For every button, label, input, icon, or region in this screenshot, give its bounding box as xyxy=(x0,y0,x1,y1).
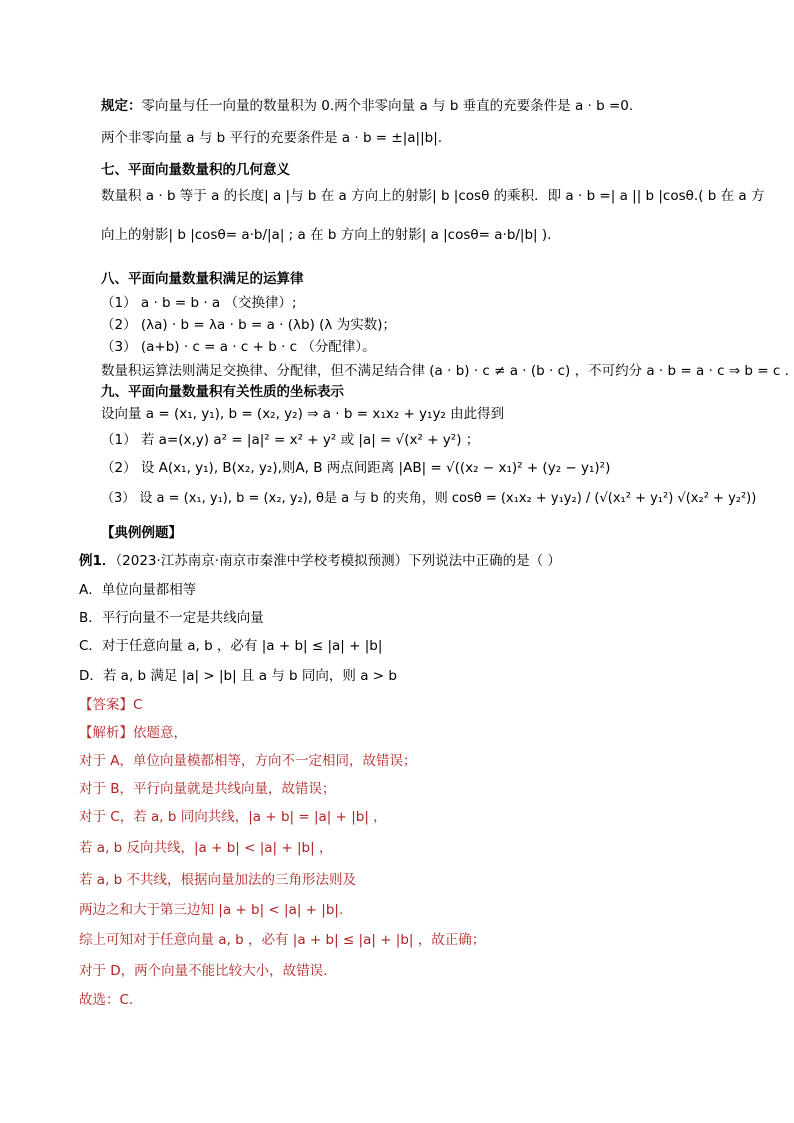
option-b: B．平行向量不一定是共线向量 xyxy=(79,610,264,626)
section-8-item-3: （3） (a+b) · c = a · c + b · c （分配律）。 xyxy=(101,339,376,355)
section-9-item-3: （3） 设 a = (x₁, y₁), b = (x₂, y₂), θ是 a 与 b 的夹角，则 cosθ = (x₁x₂ + y₁y₂) / (√(x₁² + y₁²) √(x₂² + y₂²)) xyxy=(101,491,757,506)
option-c: C．对于任意向量 a, b ，必有 |a + b| ≤ |a| + |b| xyxy=(79,638,383,654)
rule-label: 规定： xyxy=(101,98,142,114)
analysis-item-2: 对于 B，平行向量就是共线向量，故错误； xyxy=(79,781,336,797)
example-1-question xyxy=(79,552,561,570)
analysis-label: 【解析】 xyxy=(79,725,133,741)
rule-line-2: 两个非零向量 a 与 b 平行的充要条件是 a · b = ±|a||b|. xyxy=(101,130,443,146)
rule-line-1 xyxy=(101,97,633,115)
section-7-paragraph-1: 数量积 a · b 等于 a 的长度| a |与 b 在 a 方向上的射影| b |cosθ 的乘积．即 a · b =| a || b |cosθ.( b 在 a 方 xyxy=(101,188,765,204)
section-9-item-2: （2） 设 A(x₁, y₁), B(x₂, y₂),则A, B 两点间距离 |AB| = √((x₂ − x₁)² + (y₂ − y₁)²) xyxy=(101,460,611,476)
analysis-item-4: 若 a, b 反向共线，|a + b| < |a| + |b| ， xyxy=(79,840,333,856)
analysis-intro: 依题意， xyxy=(133,725,187,741)
analysis-item-5: 若 a, b 不共线，根据向量加法的三角形法则及 xyxy=(79,872,357,888)
example-1-text: （2023·江苏南京·南京市秦淮中学校考模拟预测）下列说法中正确的是（ ） xyxy=(115,553,561,569)
section-8-item-2: （2） (λa) · b = λa · b = a · (λb) (λ 为实数)； xyxy=(101,317,396,333)
answer-line xyxy=(79,696,142,714)
section-9-title: 九、平面向量数量积有关性质的坐标表示 xyxy=(101,384,344,400)
section-8-title: 八、平面向量数量积满足的运算律 xyxy=(101,271,304,287)
section-8-note: 数量积运算法则满足交换律、分配律，但不满足结合律 (a · b) · c ≠ a · (b · c) ，不可约分 a · b = a · c ⇒ b = c . xyxy=(101,363,789,379)
section-7-title: 七、平面向量数量积的几何意义 xyxy=(101,162,290,178)
option-d: D．若 a, b 满足 |a| > |b| 且 a 与 b 同向，则 a > b xyxy=(79,668,397,684)
answer-label: 【答案】 xyxy=(79,697,133,713)
section-8-item-1: （1） a · b = b · a （交换律）; xyxy=(101,295,297,311)
rule-text-1: 零向量与任一向量的数量积为 0.两个非零向量 a 与 b 垂直的充要条件是 a · b =0. xyxy=(141,98,634,114)
option-a: A．单位向量都相等 xyxy=(79,582,197,598)
analysis-line xyxy=(79,724,187,742)
analysis-item-1: 对于 A，单位向量模都相等，方向不一定相同，故错误； xyxy=(79,753,417,769)
examples-header: 【典例例题】 xyxy=(101,525,182,541)
analysis-item-3: 对于 C，若 a, b 同向共线，|a + b| = |a| + |b| ， xyxy=(79,809,387,825)
example-1-label: 例1． xyxy=(79,553,116,569)
analysis-item-9: 故选：C. xyxy=(79,992,134,1008)
answer-value: C xyxy=(133,697,143,713)
analysis-item-6: 两边之和大于第三边知 |a + b| < |a| + |b|. xyxy=(79,902,344,918)
section-9-intro: 设向量 a = (x₁, y₁), b = (x₂, y₂) ⇒ a · b = x₁x₂ + y₁y₂ 由此得到 xyxy=(101,406,505,422)
analysis-item-7: 综上可知对于任意向量 a, b ，必有 |a + b| ≤ |a| + |b| ，故正确； xyxy=(79,932,486,948)
section-7-paragraph-2: 向上的射影| b |cosθ= a·b/|a| ; a 在 b 方向上的射影| a |cosθ= a·b/|b| ). xyxy=(101,227,552,243)
section-9-item-1: （1） 若 a=(x,y) a² = |a|² = x² + y² 或 |a| = √(x² + y²) ； xyxy=(101,432,480,448)
analysis-item-8: 对于 D，两个向量不能比较大小，故错误. xyxy=(79,963,328,979)
